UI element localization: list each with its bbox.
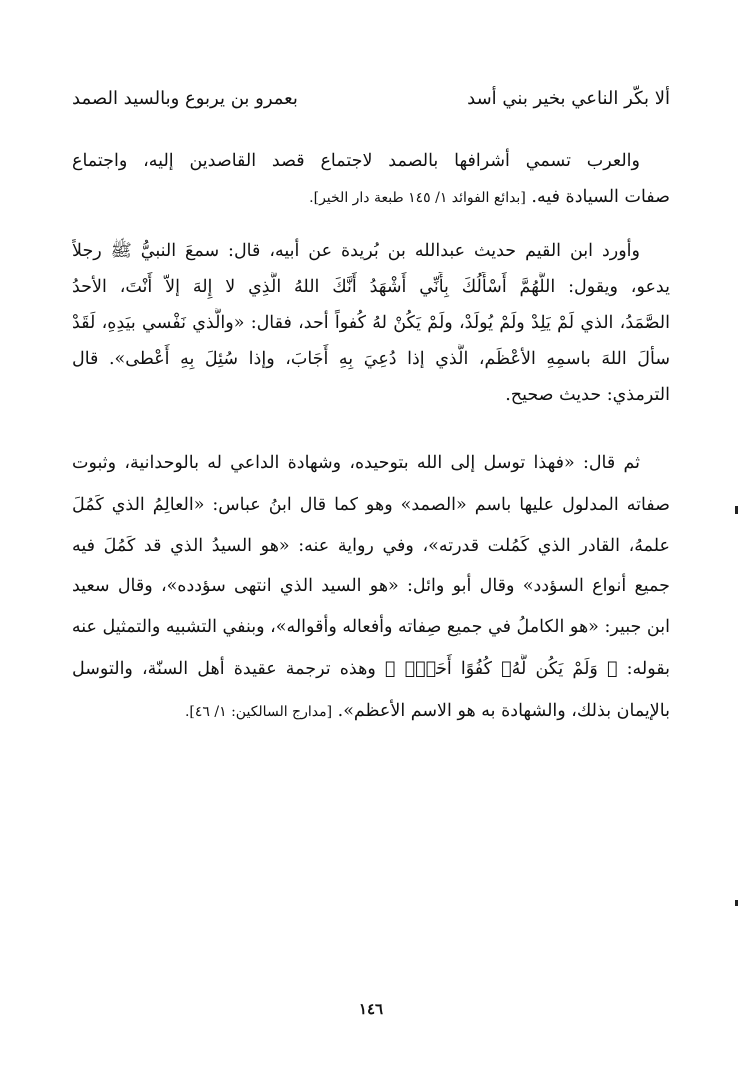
verse-first-hemistich: ألا بكّر الناعي بخير بني أسد [467,88,670,109]
paragraph-3-line-1: ثم قال: «فهذا توسل إلى الله بتوحيده، وشهادة الداعي له بالوحدانية، وثبوت [72,453,640,473]
paragraph-3-line-7 [72,696,670,728]
page-number: ١٤٦ [358,1000,384,1018]
paragraph-3-line-6: بقوله: ﴿ وَلَمْ يَكُن لَّهُۥ كُفُوًا أَحَدٌۢ ﴾ وهذه ترجمة عقيدة أهل السنّة، والتوسل [72,659,670,679]
scan-edge-mark [735,506,738,514]
paragraph-1-line-1: والعرب تسمي أشرافها بالصمد لاجتماع قصد القاصدين إليه، واجتماع [72,151,640,171]
paragraph-2-line-3: الصَّمَدُ، الذي لَمْ يَلِدْ ولَمْ يُولَدْ، ولَمْ يَكُنْ لهُ كُفواً أحد، فقال: «والَّذي نَفْسي بيَدِهِ، لَقَدْ [72,313,670,333]
verse-second-hemistich: بعمرو بن يربوع وبالسيد الصمد [72,88,298,109]
paragraph-1-line-2 [72,182,670,214]
source-reference: [مدارج السالكين: ١/ ٤٦]. [184,704,333,720]
paragraph-3-line-4: جميع أنواع السؤدد» وقال أبو وائل: «هو السيد الذي انتهى سؤدده»، وقال سعيد [72,576,670,596]
paragraph-2-line-2: يدعو، ويقول: اللَّهُمَّ أَسْأَلُكَ بِأَنِّي أَشْهَدُ أَنَّكَ اللهُ الَّذِي لا إِلهَ إلاّ أَنْتَ، الأحدُ [72,277,670,297]
paragraph-3-text: بالإيمان بذلك، والشهادة به هو الاسم الأعظم». [337,701,670,721]
scan-edge-mark [735,900,738,906]
paragraph-3-line-2: صفاته المدلول عليها باسم «الصمد» وهو كما قال ابنُ عباس: «العالِمُ الذي كَمُلَ [72,495,670,515]
paragraph-2-line-1: وأورد ابن القيم حديث عبدالله بن بُريدة عن أبيه، قال: سمعَ النبيُّ ﷺ رجلاً [72,241,640,261]
paragraph-3-line-3: علمهُ، القادر الذي كَمُلت قدرته»، وفي رواية عنه: «هو السيدُ الذي قد كَمُلَ فيه [72,536,670,556]
paragraph-2-line-5: الترمذي: حديث صحيح. [505,385,670,405]
paragraph-2-line-4: سألَ اللهَ باسمِهِ الأعْظَم، الَّذي إذا دُعِيَ بِهِ أَجَابَ، وإذا سُئِلَ بِهِ أَعْطى». قال [72,349,670,369]
paragraph-1-text: صفات السيادة فيه. [531,187,670,207]
paragraph-3-line-5: ابن جبير: «هو الكاملُ في جميع صِفاته وأفعاله وأقواله»، وبنفي التشبيه والتمثيل عنه [72,617,670,637]
source-reference: [بدائع الفوائد ١/ ١٤٥ طبعة دار الخير]. [309,190,526,206]
poetry-verse [72,84,670,118]
